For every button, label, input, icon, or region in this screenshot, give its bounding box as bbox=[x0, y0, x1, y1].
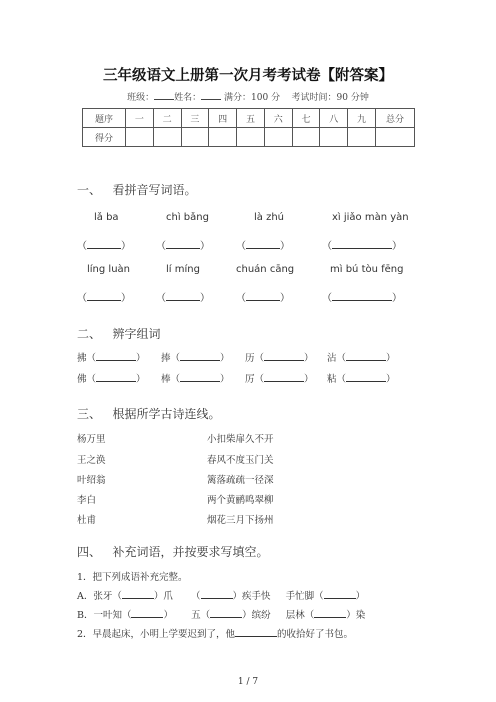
underline bbox=[180, 372, 220, 382]
poet-item[interactable]: 叶绍翁 bbox=[77, 475, 106, 486]
bianzi-item[interactable] bbox=[161, 350, 230, 364]
underline bbox=[166, 291, 200, 301]
underline bbox=[246, 239, 280, 249]
pinyin-1-4: xì jiǎo màn yàn bbox=[332, 212, 409, 223]
section-2-title: 辨字组词 bbox=[112, 327, 161, 341]
underline bbox=[87, 239, 121, 249]
answer-blank-1-1[interactable] bbox=[77, 237, 131, 252]
poet-item[interactable]: 杜甫 bbox=[77, 515, 97, 526]
bianzi-char: 历（ bbox=[245, 353, 265, 364]
score-header-cell: 八 bbox=[320, 109, 348, 128]
idiom-b-6: ）染 bbox=[346, 610, 366, 621]
section-3-number: 三、 bbox=[77, 407, 102, 421]
paren-close: ） bbox=[280, 293, 290, 304]
score-header-cell: 二 bbox=[153, 109, 181, 128]
underline bbox=[346, 351, 386, 361]
score-cell[interactable] bbox=[126, 128, 154, 147]
underline bbox=[264, 351, 304, 361]
paren-close: ） bbox=[136, 374, 146, 385]
underline bbox=[332, 239, 392, 249]
idiom-a-4: ）疾手快 bbox=[232, 591, 271, 602]
answer-blank-1-2[interactable] bbox=[156, 237, 210, 252]
score-cell[interactable] bbox=[237, 128, 265, 147]
paren-close: ） bbox=[304, 353, 314, 364]
score-cell[interactable] bbox=[209, 128, 237, 147]
paren-close: ） bbox=[220, 374, 230, 385]
paren-close: ） bbox=[200, 293, 210, 304]
page-title: 三年级语文上册第一次月考考试卷【附答案】 bbox=[103, 67, 393, 84]
bianzi-char: 厉（ bbox=[245, 374, 265, 385]
paren-close: ） bbox=[304, 374, 314, 385]
q4-row-b bbox=[77, 607, 365, 621]
idiom-a-2: ）爪 bbox=[153, 591, 173, 602]
full-score: 满分：100 分 bbox=[224, 93, 281, 103]
score-cell[interactable] bbox=[153, 128, 181, 147]
score-header-cell: 九 bbox=[348, 109, 376, 128]
page-number: 1 / 7 bbox=[237, 677, 259, 687]
idiom-b-1: B．一叶知（ bbox=[77, 610, 132, 621]
name-label: 姓名： bbox=[174, 93, 202, 103]
score-header-cell: 一 bbox=[126, 109, 154, 128]
section-4-number: 四、 bbox=[77, 545, 102, 559]
paren-open: （ bbox=[236, 293, 246, 304]
pinyin-2-3: chuán cāng bbox=[236, 264, 295, 275]
score-cell[interactable] bbox=[348, 128, 376, 147]
score-header-cell: 题序 bbox=[83, 109, 126, 128]
paren-close: ） bbox=[121, 241, 131, 252]
poem-line-item[interactable]: 两个黄鹂鸣翠柳 bbox=[207, 495, 274, 506]
answer-blank-2-4[interactable] bbox=[322, 289, 402, 304]
paren-close: ） bbox=[386, 353, 396, 364]
pinyin-1-2: chì bǎng bbox=[166, 212, 209, 223]
answer-blank-2-3[interactable] bbox=[236, 289, 290, 304]
q4-item-2-text-a: 2．早晨起床，小明上学要迟到了，他 bbox=[77, 629, 236, 640]
idiom-blank[interactable] bbox=[210, 608, 242, 618]
bianzi-item[interactable] bbox=[77, 350, 146, 364]
section-4-heading bbox=[77, 543, 268, 560]
q4-row-a bbox=[77, 588, 365, 602]
paren-close: ） bbox=[121, 293, 131, 304]
bianzi-item[interactable] bbox=[161, 371, 230, 385]
bianzi-item[interactable] bbox=[245, 371, 314, 385]
section-4-title: 补充词语，并按要求写填空。 bbox=[112, 545, 269, 559]
idiom-blank[interactable] bbox=[314, 608, 346, 618]
score-cell[interactable] bbox=[320, 128, 348, 147]
answer-blank-2-2[interactable] bbox=[156, 289, 210, 304]
score-row-label: 得分 bbox=[83, 128, 126, 147]
underline bbox=[264, 372, 304, 382]
score-cell[interactable] bbox=[181, 128, 209, 147]
bianzi-item[interactable] bbox=[327, 371, 396, 385]
section-1-title: 看拼音写词语。 bbox=[112, 183, 197, 197]
idiom-a-6: ） bbox=[355, 591, 366, 602]
underline bbox=[166, 239, 200, 249]
paren-close: ） bbox=[280, 241, 290, 252]
underline bbox=[332, 291, 392, 301]
bianzi-item[interactable] bbox=[77, 371, 146, 385]
paren-open: （ bbox=[322, 241, 332, 252]
pinyin-2-1: líng luàn bbox=[87, 264, 131, 275]
underline bbox=[96, 372, 136, 382]
section-2-heading bbox=[77, 325, 160, 342]
paren-close: ） bbox=[220, 353, 230, 364]
idiom-a-1: A．张牙（ bbox=[77, 591, 122, 602]
paren-open: （ bbox=[77, 241, 87, 252]
section-3-title: 根据所学古诗连线。 bbox=[112, 407, 221, 421]
score-header-row bbox=[83, 109, 415, 128]
bianzi-char: 拂（ bbox=[77, 353, 97, 364]
paren-open: （ bbox=[77, 293, 87, 304]
poet-item[interactable]: 李白 bbox=[77, 495, 97, 506]
class-blank bbox=[154, 91, 174, 100]
answer-blank-2-1[interactable] bbox=[77, 289, 131, 304]
score-table bbox=[82, 108, 415, 147]
paren-close: ） bbox=[136, 353, 146, 364]
idiom-blank[interactable] bbox=[324, 589, 356, 599]
poet-item[interactable]: 王之涣 bbox=[77, 455, 106, 466]
section-1-heading bbox=[77, 181, 196, 198]
score-cell[interactable] bbox=[264, 128, 292, 147]
fill-blank[interactable] bbox=[235, 627, 277, 637]
bianzi-item[interactable] bbox=[327, 350, 396, 364]
underline bbox=[87, 291, 121, 301]
bianzi-char: 粘（ bbox=[327, 374, 347, 385]
score-row bbox=[83, 128, 415, 147]
score-header-cell: 三 bbox=[181, 109, 209, 128]
score-cell[interactable] bbox=[292, 128, 320, 147]
score-header-cell: 总分 bbox=[376, 109, 415, 128]
pinyin-2-2: lí míng bbox=[166, 264, 200, 275]
q4-item-1: 1．把下列成语补充完整。 bbox=[77, 572, 188, 583]
section-1-number: 一、 bbox=[77, 183, 102, 197]
q4-item-2-text-b: 的收拾好了书包。 bbox=[277, 629, 354, 640]
underline bbox=[180, 351, 220, 361]
underline bbox=[96, 351, 136, 361]
idiom-b-5: 层林（ bbox=[285, 610, 315, 621]
idiom-a-5: 手忙脚（ bbox=[285, 591, 324, 602]
poem-line-item[interactable]: 小扣柴扉久不开 bbox=[207, 434, 274, 445]
score-cell[interactable] bbox=[376, 128, 415, 147]
idiom-b-2: ） bbox=[163, 610, 173, 621]
poem-line-item[interactable]: 篱落疏疏一径深 bbox=[207, 475, 274, 486]
paren-close: ） bbox=[392, 293, 402, 304]
poem-line-item[interactable]: 烟花三月下扬州 bbox=[207, 515, 274, 526]
paren-open: （ bbox=[156, 241, 166, 252]
answer-blank-1-4[interactable] bbox=[322, 237, 402, 252]
poem-line-item[interactable]: 春风不度玉门关 bbox=[207, 455, 274, 466]
bianzi-char: 棒（ bbox=[161, 374, 181, 385]
section-3-heading bbox=[77, 405, 220, 422]
poet-item[interactable]: 杨万里 bbox=[77, 434, 106, 445]
idiom-blank[interactable] bbox=[122, 589, 154, 599]
pinyin-1-3: là zhú bbox=[254, 212, 285, 223]
underline bbox=[346, 372, 386, 382]
idiom-a-3: （ bbox=[191, 591, 201, 602]
pinyin-1-1: lǎ ba bbox=[94, 212, 119, 223]
pinyin-2-4: mì bú tòu fēng bbox=[330, 264, 404, 275]
paren-close: ） bbox=[386, 374, 396, 385]
class-label: 班级： bbox=[127, 93, 155, 103]
score-header-cell: 六 bbox=[264, 109, 292, 128]
paren-close: ） bbox=[200, 241, 210, 252]
paren-close: ） bbox=[392, 241, 402, 252]
score-header-cell: 七 bbox=[292, 109, 320, 128]
idiom-b-4: ）缤纷 bbox=[242, 610, 271, 621]
section-2-number: 二、 bbox=[77, 327, 102, 341]
bianzi-char: 捧（ bbox=[161, 353, 181, 364]
q4-item-2 bbox=[77, 626, 353, 640]
bianzi-char: 沾（ bbox=[327, 353, 347, 364]
bianzi-item[interactable] bbox=[245, 350, 314, 364]
idiom-blank[interactable] bbox=[201, 589, 233, 599]
exam-info bbox=[0, 90, 496, 103]
name-blank bbox=[201, 91, 221, 100]
paren-open: （ bbox=[322, 293, 332, 304]
paren-open: （ bbox=[156, 293, 166, 304]
answer-blank-1-3[interactable] bbox=[236, 237, 290, 252]
paren-open: （ bbox=[236, 241, 246, 252]
score-header-cell: 四 bbox=[209, 109, 237, 128]
exam-time: 考试时间：90 分钟 bbox=[291, 93, 369, 103]
idiom-blank[interactable] bbox=[131, 608, 163, 618]
bianzi-char: 佛（ bbox=[77, 374, 97, 385]
underline bbox=[246, 291, 280, 301]
idiom-b-3: 五（ bbox=[191, 610, 211, 621]
score-header-cell: 五 bbox=[237, 109, 265, 128]
